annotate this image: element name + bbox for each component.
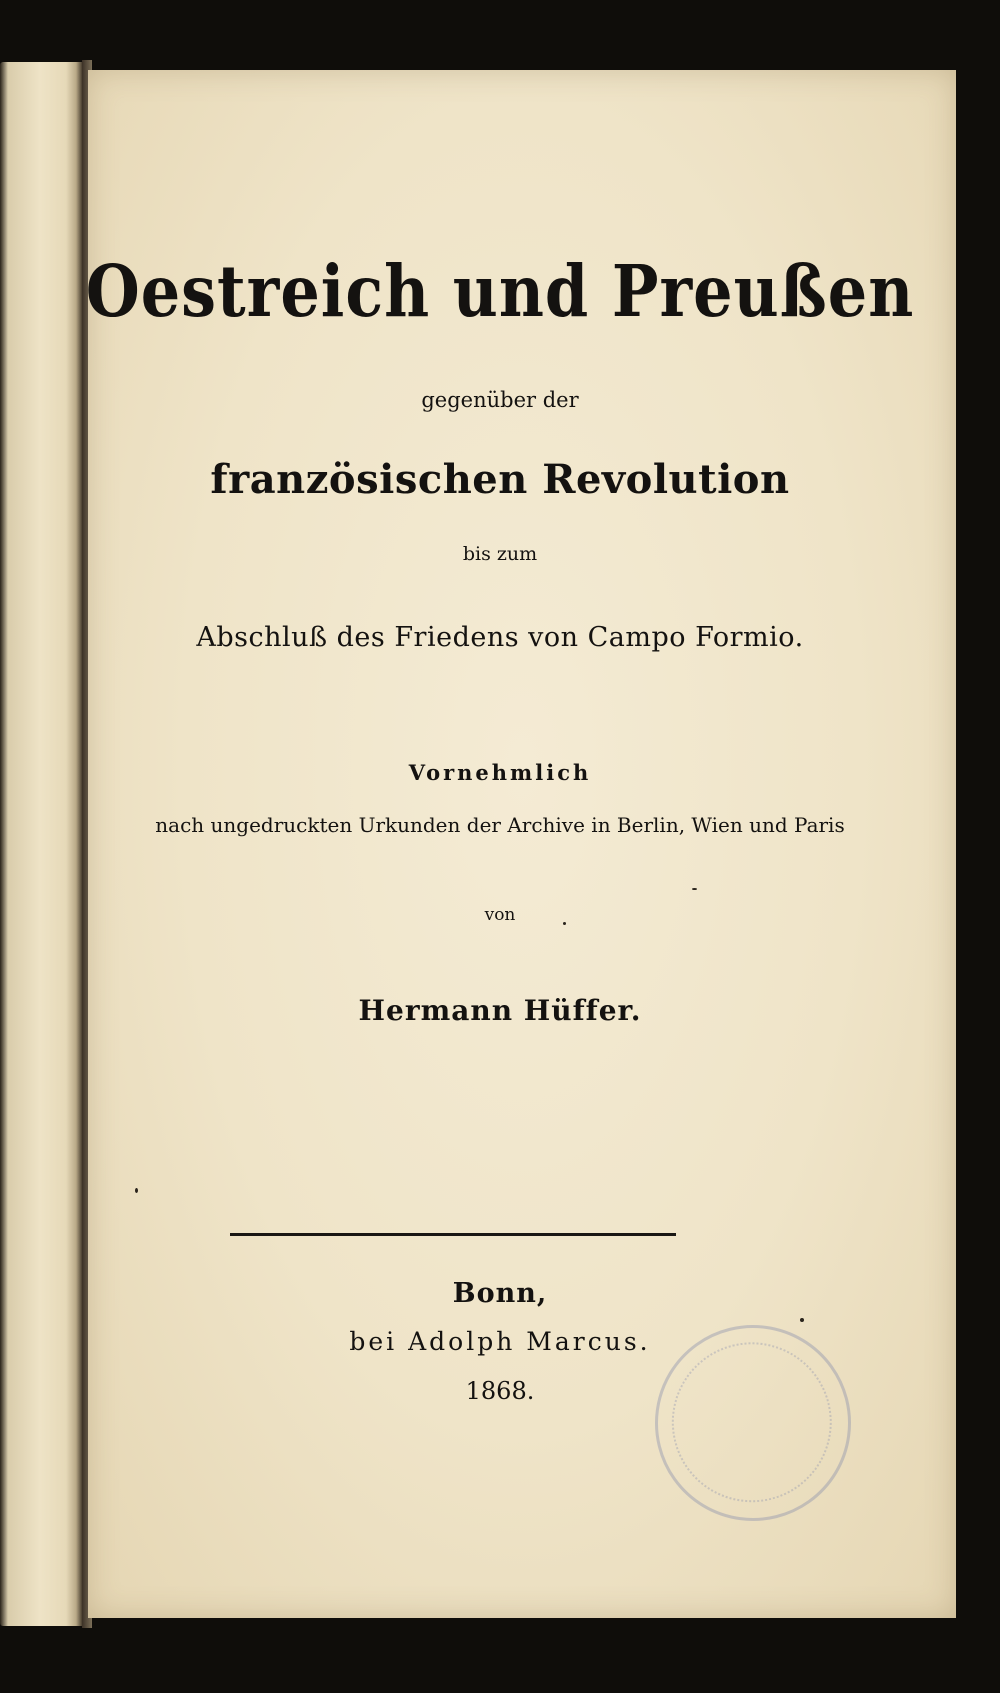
publisher-name: bei Adolph Marcus. — [349, 1327, 651, 1356]
until-text: bis zum — [462, 543, 538, 565]
paper-speck — [800, 1318, 804, 1322]
book-subtitle: gegenüber der — [421, 388, 579, 412]
publication-city: Bonn, — [452, 1278, 548, 1309]
primarily-text: Vornehmlich — [408, 760, 592, 785]
publication-year: 1868. — [465, 1377, 535, 1405]
book-subject: französischen Revolution — [210, 456, 790, 503]
scope-text: Abschluß des Friedens von Campo Formio. — [196, 622, 804, 653]
paper-speck — [135, 1188, 138, 1193]
paper-speck — [692, 888, 697, 890]
horizontal-rule — [230, 1233, 676, 1236]
book-title: Oestreich und Preußen — [85, 249, 915, 334]
sources-text: nach ungedruckten Urkunden der Archive in Berlin, Wien und Paris — [155, 813, 845, 837]
by-text: von — [484, 905, 516, 925]
author-name: Hermann Hüffer. — [358, 994, 642, 1027]
paper-speck — [563, 922, 566, 925]
